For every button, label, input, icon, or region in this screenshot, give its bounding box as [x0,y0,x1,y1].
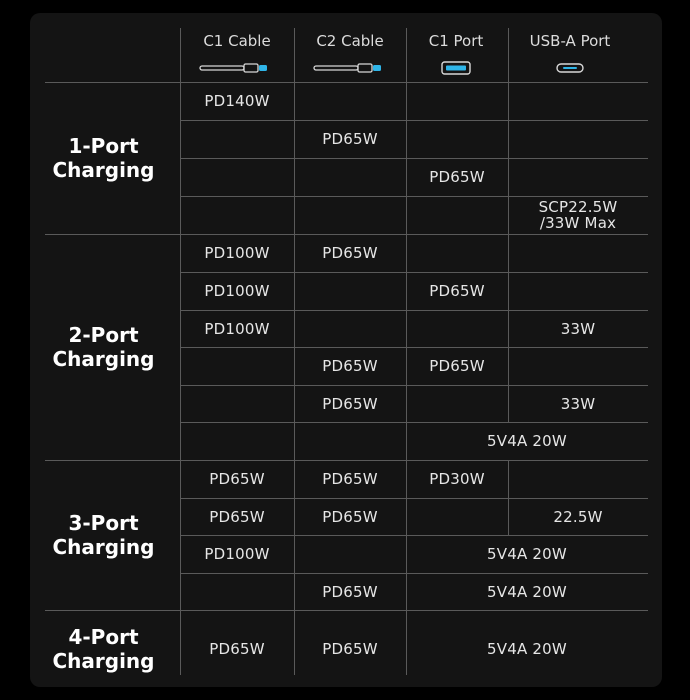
table-cell: PD100W [204,319,270,338]
table-cell: PD65W [322,244,378,262]
table-cell: 5V4A 20W [487,432,567,450]
table-cell: PD65W [322,394,378,413]
group-label-4-port: 4-Port Charging [52,625,155,673]
column-divider [508,234,509,272]
table-cell: PD65W [209,507,265,526]
column-divider [508,272,509,310]
table-cell: 5V4A 20W [487,582,567,601]
table-cell: PD65W [322,470,378,488]
column-header-c1-cable: C1 Cable [203,32,271,50]
table-cell: PD65W [322,357,378,375]
column-header-c1-port: C1 Port [428,32,484,50]
usb-a-port-icon [441,61,471,75]
table-cell: PD65W [429,168,485,186]
table-cell: SCP22.5W /33W Max [538,198,618,232]
column-divider [508,82,509,120]
table-cell: PD65W [429,357,485,375]
column-divider [508,120,509,158]
table-cell: PD65W [322,507,378,526]
table-cell: 33W [560,394,596,413]
column-divider [508,460,509,498]
row-divider [180,120,648,121]
table-cell: PD100W [204,282,270,300]
table-cell: PD140W [204,92,270,110]
table-cell: PD65W [209,640,265,658]
column-header-usba-port: USB-A Port [529,32,611,50]
table-cell: PD30W [429,470,485,488]
table-cell: PD65W [322,130,378,148]
column-divider [508,158,509,196]
group-label-3-port: 3-Port Charging [52,511,155,559]
usb-c-port-icon [556,63,584,73]
table-cell: 5V4A 20W [487,640,567,658]
table-cell: PD65W [429,282,485,300]
table-cell: PD100W [204,545,270,563]
table-cell: PD100W [204,244,270,262]
group-label-2-port: 2-Port Charging [52,323,155,371]
table-cell: 22.5W [553,507,603,526]
table-cell: PD65W [322,582,378,601]
usb-c-cable-icon [313,62,383,74]
column-divider [508,28,509,82]
table-cell: PD65W [322,640,378,658]
table-cell: PD65W [209,470,265,488]
table-cell: 5V4A 20W [487,545,567,563]
column-divider [508,347,509,385]
column-divider [180,28,181,675]
group-label-1-port: 1-Port Charging [52,134,155,182]
column-header-c2-cable: C2 Cable [316,32,384,50]
table-cell: 33W [560,319,596,338]
usb-c-cable-icon [199,62,269,74]
